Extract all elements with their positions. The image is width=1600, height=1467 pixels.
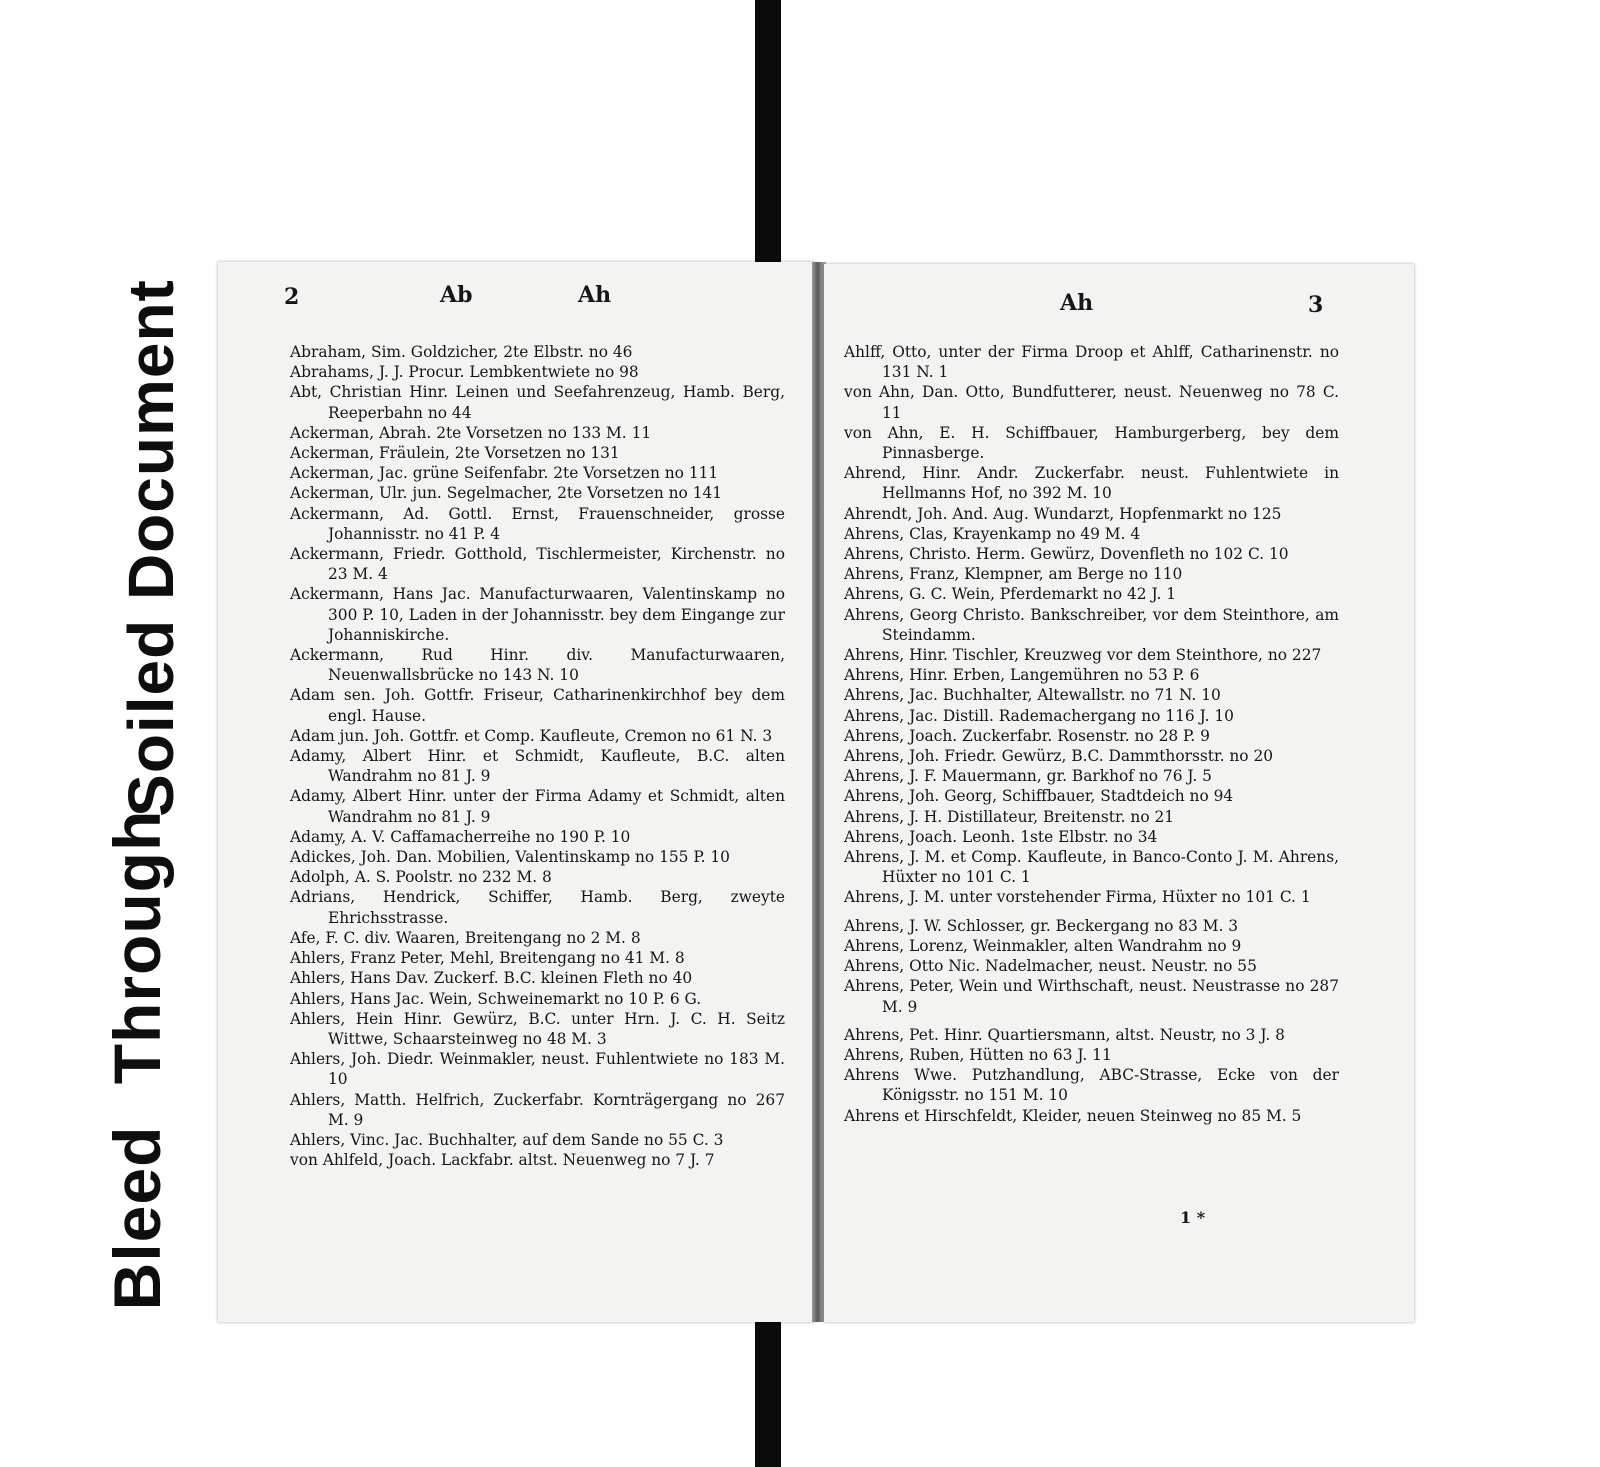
soiled-document-text: Soiled Document [115, 279, 187, 817]
left-page [218, 262, 816, 1322]
running-head: Ah [1060, 290, 1094, 316]
directory-entry: Ackermann, Hans Jac. Manufacturwaaren, Valentinskamp no 300 P. 10, Laden in der Johannisstr. bey dem Eingange zur Johanniskirche. [290, 585, 785, 644]
directory-entry: Ahrens, Peter, Wein und Wirthschaft, neust. Neustrasse no 287 M. 9 [844, 977, 1339, 1016]
directory-entry: Adam jun. Joh. Gottfr. et Comp. Kaufleute, Cremon no 61 N. 3 [290, 726, 773, 745]
signature-mark: 1 * [1180, 1208, 1206, 1227]
directory-entry: Ahrens, G. C. Wein, Pferdemarkt no 42 J. 1 [844, 585, 1177, 604]
directory-entry: Ackerman, Fräulein, 2te Vorsetzen no 131 [290, 444, 620, 463]
directory-entry: Ahrens, J. M. unter vorstehender Firma, Hüxter no 101 C. 1 [844, 888, 1311, 907]
directory-entry: Abt, Christian Hinr. Leinen und Seefahrenzeug, Hamb. Berg, Reeperbahn no 44 [290, 383, 785, 422]
directory-entry: Ahrens, J. H. Distillateur, Breitenstr. no 21 [844, 807, 1175, 826]
directory-entry: Ahlers, Hans Jac. Wein, Schweinemarkt no 10 P. 6 G. [290, 989, 702, 1008]
directory-entry: von Ahlfeld, Joach. Lackfabr. altst. Neuenweg no 7 J. 7 [290, 1151, 715, 1170]
directory-entry: Ahrens, Ruben, Hütten no 63 J. 11 [844, 1045, 1112, 1064]
directory-entry: Adamy, A. V. Caffamacherreihe no 190 P. 10 [290, 827, 631, 846]
directory-entry: Ahrens, J. M. et Comp. Kaufleute, in Banco-Conto J. M. Ahrens, Hüxter no 101 C. 1 [844, 848, 1339, 887]
bleed-through-label [68, 809, 206, 1311]
directory-entry: von Ahn, E. H. Schiffbauer, Hamburgerberg, bey dem Pinnasberge. [844, 423, 1339, 463]
directory-entry: Abrahams, J. J. Procur. Lembkentwiete no 98 [290, 363, 639, 382]
directory-entries [290, 342, 785, 1170]
directory-entry: Ahrens, Hinr. Erben, Langemühren no 53 P. 6 [844, 666, 1200, 685]
binding-strip-bottom [755, 1318, 781, 1467]
directory-entry: Ahrens, Lorenz, Weinmakler, alten Wandrahm no 9 [844, 936, 1242, 955]
page-number: 2 [284, 284, 300, 310]
directory-entry: Adamy, Albert Hinr. et Schmidt, Kaufleute, B.C. alten Wandrahm no 81 J. 9 [290, 747, 785, 786]
directory-entry: Ahlers, Joh. Diedr. Weinmakler, neust. Fuhlentwiete no 183 M. 10 [290, 1050, 785, 1089]
directory-entry: Ahrens Wwe. Putzhandlung, ABC-Strasse, Ecke von der Königsstr. no 151 M. 10 [844, 1066, 1339, 1105]
directory-entry: Ahrens, Hinr. Tischler, Kreuzweg vor dem Steinthore, no 227 [844, 646, 1322, 665]
running-head-left: Ab [440, 282, 473, 308]
directory-entry: Adolph, A. S. Poolstr. no 232 M. 8 [290, 868, 552, 887]
directory-entry: Ackermann, Rud Hinr. div. Manufacturwaaren, Neuenwallsbrücke no 143 N. 10 [290, 646, 785, 685]
bleed-through-text: Bleed Through [100, 809, 174, 1311]
directory-entry: Adickes, Joh. Dan. Mobilien, Valentinskamp no 155 P. 10 [290, 848, 730, 867]
directory-entry: Ahrens, Joach. Leonh. 1ste Elbstr. no 34 [844, 827, 1158, 846]
running-head-right: Ah [578, 282, 612, 308]
directory-entry: Ahrens, Otto Nic. Nadelmacher, neust. Neustr. no 55 [844, 957, 1257, 976]
directory-entry: Abraham, Sim. Goldzicher, 2te Elbstr. no 46 [290, 343, 633, 361]
directory-entry: Ahrens, Pet. Hinr. Quartiersmann, altst. Neustr, no 3 J. 8 [844, 1025, 1285, 1044]
directory-entry: Ahrens, Franz, Klempner, am Berge no 110 [844, 565, 1183, 584]
directory-entry: Ahlers, Vinc. Jac. Buchhalter, auf dem Sande no 55 C. 3 [290, 1130, 724, 1149]
directory-entry: Ahrens, J. W. Schlosser, gr. Beckergang no 83 M. 3 [844, 916, 1239, 935]
directory-entry: Ahlers, Hein Hinr. Gewürz, B.C. unter Hrn. J. C. H. Seitz Wittwe, Schaarsteinweg no 48 M. 3 [290, 1009, 785, 1048]
directory-entry: Ahlers, Matth. Helfrich, Zuckerfabr. Kornträgergang no 267 M. 9 [290, 1090, 785, 1129]
directory-entry: Ahrens, Jac. Distill. Rademachergang no 116 J. 10 [844, 706, 1234, 725]
directory-entries [844, 342, 1339, 1126]
directory-entry: Ackermann, Friedr. Gotthold, Tischlermeister, Kirchenstr. no 23 M. 4 [290, 545, 785, 584]
directory-entry: Afe, F. C. div. Waaren, Breitengang no 2 M. 8 [290, 928, 641, 947]
directory-entry: Ackerman, Abrah. 2te Vorsetzen no 133 M. 11 [290, 423, 652, 442]
directory-entry: Ahrens, J. F. Mauermann, gr. Barkhof no 76 J. 5 [844, 767, 1212, 786]
directory-entry: Adrians, Hendrick, Schiffer, Hamb. Berg, zweyte Ehrichsstrasse. [290, 888, 785, 927]
directory-entry: Ahrens, Christo. Herm. Gewürz, Dovenfleth no 102 C. 10 [844, 545, 1289, 564]
directory-entry: Ahrend, Hinr. Andr. Zuckerfabr. neust. Fuhlentwiete in Hellmanns Hof, no 392 M. 10 [844, 464, 1339, 503]
directory-entry: Ahlff, Otto, unter der Firma Droop et Ahlff, Catharinenstr. no 131 N. 1 [844, 343, 1339, 382]
directory-entry: Ahrens, Jac. Buchhalter, Altewallstr. no 71 N. 10 [844, 686, 1221, 705]
directory-entry: Ahrens et Hirschfeldt, Kleider, neuen Steinweg no 85 M. 5 [844, 1106, 1302, 1125]
directory-entry: Ahrens, Joach. Zuckerfabr. Rosenstr. no 28 P. 9 [844, 726, 1210, 745]
soiled-document-label [84, 279, 218, 817]
directory-entry: Ahlers, Franz Peter, Mehl, Breitengang no 41 M. 8 [290, 949, 685, 968]
directory-entry: Ackermann, Ad. Gottl. Ernst, Frauenschneider, grosse Johannisstr. no 41 P. 4 [290, 504, 785, 543]
directory-entry: Ahrens, Georg Christo. Bankschreiber, vor dem Steinthore, am Steindamm. [844, 605, 1339, 644]
binding-strip-top [755, 0, 781, 282]
directory-entry: Ahrens, Clas, Krayenkamp no 49 M. 4 [844, 524, 1141, 543]
directory-entry: von Ahn, Dan. Otto, Bundfutterer, neust. Neuenweg no 78 C. 11 [844, 383, 1339, 422]
right-page [824, 264, 1414, 1322]
directory-entry: Ackerman, Jac. grüne Seifenfabr. 2te Vorsetzen no 111 [290, 464, 719, 483]
directory-entry: Ahlers, Hans Dav. Zuckerf. B.C. kleinen Fleth no 40 [290, 969, 693, 988]
directory-entry: Adam sen. Joh. Gottfr. Friseur, Catharinenkirchhof bey dem engl. Hause. [290, 686, 785, 725]
directory-entry: Adamy, Albert Hinr. unter der Firma Adamy et Schmidt, alten Wandrahm no 81 J. 9 [290, 787, 785, 826]
directory-entry: Ahrens, Joh. Friedr. Gewürz, B.C. Dammthorsstr. no 20 [844, 747, 1274, 766]
directory-entry: Ahrendt, Joh. And. Aug. Wundarzt, Hopfenmarkt no 125 [844, 504, 1282, 523]
directory-entry: Ahrens, Joh. Georg, Schiffbauer, Stadtdeich no 94 [844, 787, 1234, 806]
page-number: 3 [1308, 292, 1324, 318]
directory-entry: Ackerman, Ulr. jun. Segelmacher, 2te Vorsetzen no 141 [290, 484, 723, 503]
